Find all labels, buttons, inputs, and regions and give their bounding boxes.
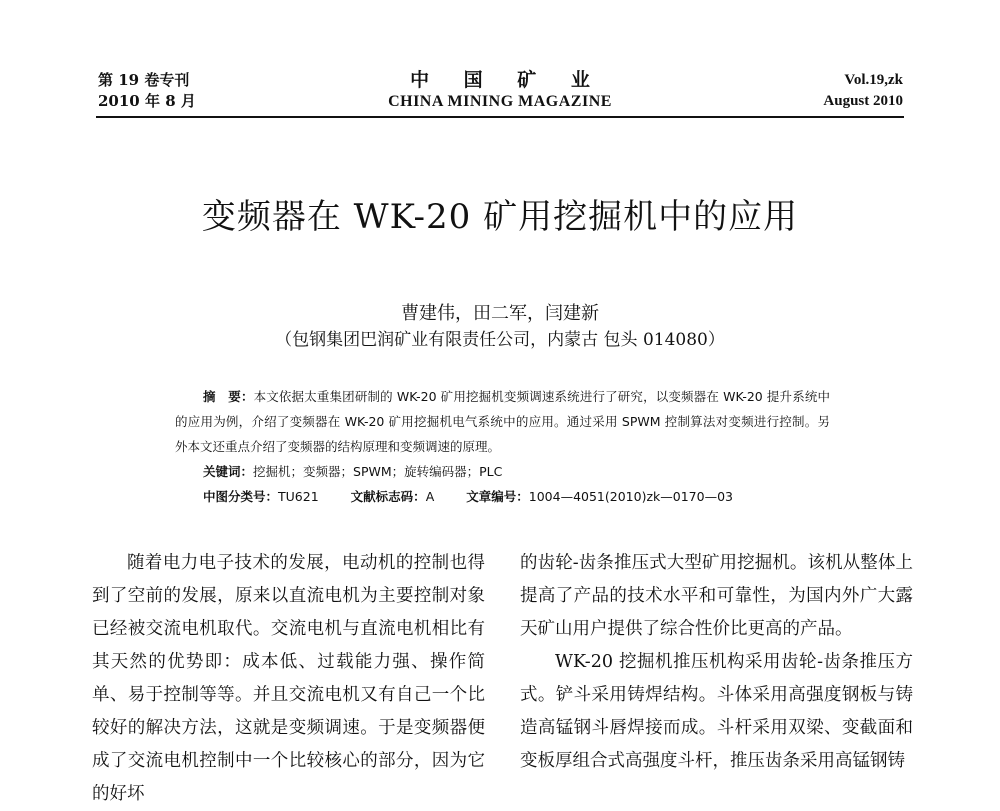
- body-paragraph-continued: 的齿轮-齿条推压式大型矿用挖掘机。该机从整体上提高了产品的技术水平和可靠性，为国内外广大露天矿山用户提供了综合性价比更高的产品。: [520, 553, 913, 639]
- classification-line: [203, 484, 733, 509]
- abstract: [175, 384, 830, 459]
- header-left: [98, 70, 196, 112]
- article-no-value: 1004—4051(2010)zk—0170—03: [528, 489, 733, 504]
- header-rule: [96, 116, 904, 118]
- body-column-left: [92, 547, 485, 811]
- author-affiliation: （包钢集团巴润矿业有限责任公司，内蒙古 包头 014080）: [275, 330, 725, 350]
- journal-masthead: [350, 68, 650, 112]
- clc-label: 中图分类号：: [203, 489, 279, 504]
- body-column-right: [520, 547, 913, 778]
- journal-name-en: CHINA MINING MAGAZINE: [388, 93, 612, 110]
- body-paragraph: WK-20 挖掘机推压机构采用齿轮-齿条推压方式。铲斗采用铸焊结构。斗体采用高强度钢板与铸造高锰钢斗唇焊接而成。斗杆采用双梁、变截面和变板厚组合式高强度斗杆，推压齿条采用高锰钢铸: [520, 652, 913, 771]
- abstract-text: 本文依据太重集团研制的 WK-20 矿用挖掘机变频调速系统进行了研究，以变频器在 WK-20 提升系统中的应用为例，介绍了变频器在 WK-20 矿用挖掘机电气系统中的应用。通过采用 SPWM 控制算法对变频进行控制。另外本文还重点介绍了变频器的结构原理和变频调速的原理。: [175, 389, 830, 454]
- abstract-label: 摘 要：: [203, 389, 254, 404]
- volume-issue: 第 19 卷专刊: [98, 71, 190, 89]
- journal-name-cn: 中 国 矿 业: [410, 69, 604, 91]
- volume-en: Vol.19,zk: [844, 72, 903, 88]
- header-right: [823, 70, 903, 112]
- doc-code-label: 文献标志码：: [350, 489, 426, 504]
- clc-value: TU621: [278, 489, 319, 504]
- doc-code-value: A: [425, 489, 435, 504]
- body-paragraph: 随着电力电子技术的发展，电动机的控制也得到了空前的发展，原来以直流电机为主要控制对象已经被交流电机取代。交流电机与直流电机相比有其天然的优势即：成本低、过载能力强、操作简单、易于控制等等。并且交流电机又有自己一个比较好的解决方法，这就是变频调速。于是变频器便成了交流电机控制中一个比较核心的部分，因为它的好坏: [92, 553, 485, 804]
- article-no-label: 文章编号：: [466, 489, 529, 504]
- keywords-label: 关键词：: [203, 464, 254, 479]
- publication-date-en: August 2010: [823, 93, 903, 109]
- keywords-value: 挖掘机；变频器；SPWM；旋转编码器；PLC: [253, 464, 503, 479]
- publication-date-cn: 2010 年 8 月: [98, 92, 196, 110]
- keywords-line: [203, 459, 502, 484]
- article-title: 变频器在 WK-20 矿用挖掘机中的应用: [201, 197, 799, 237]
- article-authors: 曹建伟，田二军，闫建新: [401, 303, 599, 324]
